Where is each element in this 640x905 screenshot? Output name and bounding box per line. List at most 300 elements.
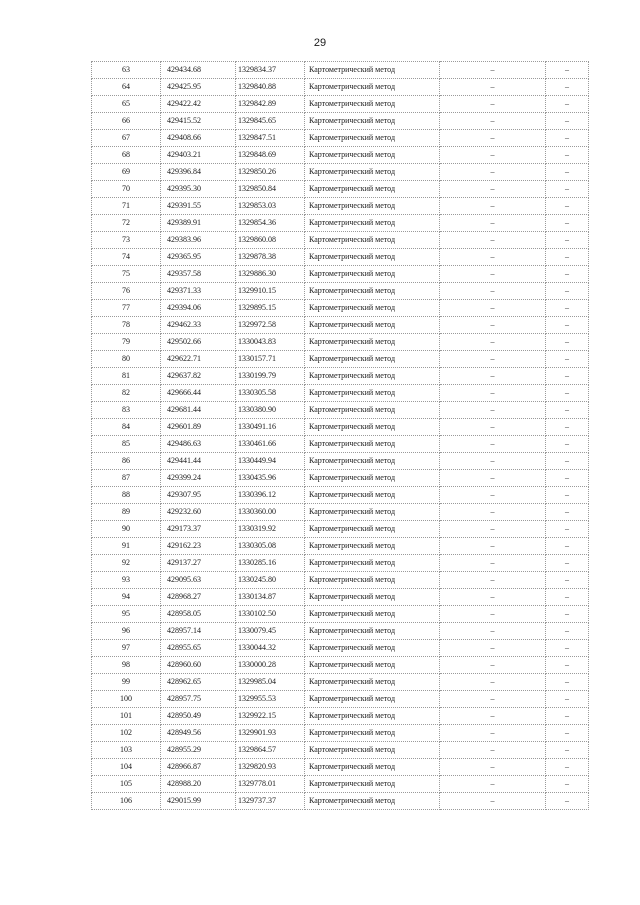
accuracy-cell: – — [440, 62, 546, 79]
point-number-cell: 83 — [92, 402, 161, 419]
method-cell: Картометрический метод — [305, 708, 440, 725]
x-coordinate-cell: 429365.95 — [161, 249, 236, 266]
point-number-cell: 64 — [92, 79, 161, 96]
table-row — [92, 674, 589, 691]
y-coordinate-cell: 1329864.57 — [236, 742, 305, 759]
table-row — [92, 419, 589, 436]
y-coordinate-cell: 1330380.90 — [236, 402, 305, 419]
accuracy-cell: – — [440, 521, 546, 538]
x-coordinate-cell: 429396.84 — [161, 164, 236, 181]
description-cell: – — [546, 419, 589, 436]
description-cell: – — [546, 759, 589, 776]
table-row — [92, 504, 589, 521]
method-cell: Картометрический метод — [305, 776, 440, 793]
method-cell: Картометрический метод — [305, 368, 440, 385]
accuracy-cell: – — [440, 385, 546, 402]
y-coordinate-cell: 1329901.93 — [236, 725, 305, 742]
method-cell: Картометрический метод — [305, 759, 440, 776]
table-row — [92, 62, 589, 79]
point-number-cell: 91 — [92, 538, 161, 555]
table-row — [92, 487, 589, 504]
description-cell: – — [546, 300, 589, 317]
table-row — [92, 96, 589, 113]
method-cell: Картометрический метод — [305, 470, 440, 487]
description-cell: – — [546, 79, 589, 96]
x-coordinate-cell: 429502.66 — [161, 334, 236, 351]
accuracy-cell: – — [440, 113, 546, 130]
point-number-cell: 86 — [92, 453, 161, 470]
accuracy-cell: – — [440, 793, 546, 810]
table-row — [92, 555, 589, 572]
table-row — [92, 606, 589, 623]
x-coordinate-cell: 428968.27 — [161, 589, 236, 606]
accuracy-cell: – — [440, 742, 546, 759]
x-coordinate-cell: 429681.44 — [161, 402, 236, 419]
method-cell: Картометрический метод — [305, 181, 440, 198]
accuracy-cell: – — [440, 266, 546, 283]
table-row — [92, 759, 589, 776]
table-row — [92, 164, 589, 181]
table-row — [92, 589, 589, 606]
point-number-cell: 80 — [92, 351, 161, 368]
y-coordinate-cell: 1330079.45 — [236, 623, 305, 640]
table-row — [92, 402, 589, 419]
point-number-cell: 73 — [92, 232, 161, 249]
method-cell: Картометрический метод — [305, 725, 440, 742]
y-coordinate-cell: 1329955.53 — [236, 691, 305, 708]
table-row — [92, 232, 589, 249]
method-cell: Картометрический метод — [305, 487, 440, 504]
table-row — [92, 334, 589, 351]
point-number-cell: 63 — [92, 62, 161, 79]
accuracy-cell: – — [440, 623, 546, 640]
description-cell: – — [546, 708, 589, 725]
accuracy-cell: – — [440, 215, 546, 232]
y-coordinate-cell: 1329778.01 — [236, 776, 305, 793]
table-row — [92, 385, 589, 402]
x-coordinate-cell: 429425.95 — [161, 79, 236, 96]
method-cell: Картометрический метод — [305, 589, 440, 606]
accuracy-cell: – — [440, 555, 546, 572]
accuracy-cell: – — [440, 640, 546, 657]
y-coordinate-cell: 1330449.94 — [236, 453, 305, 470]
method-cell: Картометрический метод — [305, 385, 440, 402]
y-coordinate-cell: 1330102.50 — [236, 606, 305, 623]
method-cell: Картометрический метод — [305, 147, 440, 164]
accuracy-cell: – — [440, 147, 546, 164]
table-row — [92, 368, 589, 385]
method-cell: Картометрический метод — [305, 640, 440, 657]
accuracy-cell: – — [440, 606, 546, 623]
description-cell: – — [546, 317, 589, 334]
accuracy-cell: – — [440, 283, 546, 300]
method-cell: Картометрический метод — [305, 657, 440, 674]
y-coordinate-cell: 1329847.51 — [236, 130, 305, 147]
description-cell: – — [546, 249, 589, 266]
y-coordinate-cell: 1330491.16 — [236, 419, 305, 436]
y-coordinate-cell: 1329850.26 — [236, 164, 305, 181]
point-number-cell: 79 — [92, 334, 161, 351]
y-coordinate-cell: 1330043.83 — [236, 334, 305, 351]
table-row — [92, 249, 589, 266]
x-coordinate-cell: 429462.33 — [161, 317, 236, 334]
point-number-cell: 81 — [92, 368, 161, 385]
description-cell: – — [546, 232, 589, 249]
y-coordinate-cell: 1329737.37 — [236, 793, 305, 810]
x-coordinate-cell: 429137.27 — [161, 555, 236, 572]
method-cell: Картометрический метод — [305, 215, 440, 232]
y-coordinate-cell: 1329860.08 — [236, 232, 305, 249]
description-cell: – — [546, 368, 589, 385]
x-coordinate-cell: 429357.58 — [161, 266, 236, 283]
table-row — [92, 351, 589, 368]
x-coordinate-cell: 429371.33 — [161, 283, 236, 300]
description-cell: – — [546, 623, 589, 640]
accuracy-cell: – — [440, 759, 546, 776]
point-number-cell: 90 — [92, 521, 161, 538]
method-cell: Картометрический метод — [305, 572, 440, 589]
table-row — [92, 147, 589, 164]
description-cell: – — [546, 470, 589, 487]
method-cell: Картометрический метод — [305, 436, 440, 453]
x-coordinate-cell: 429232.60 — [161, 504, 236, 521]
y-coordinate-cell: 1329922.15 — [236, 708, 305, 725]
description-cell: – — [546, 147, 589, 164]
y-coordinate-cell: 1330305.08 — [236, 538, 305, 555]
y-coordinate-cell: 1330360.00 — [236, 504, 305, 521]
method-cell: Картометрический метод — [305, 674, 440, 691]
point-number-cell: 95 — [92, 606, 161, 623]
point-number-cell: 68 — [92, 147, 161, 164]
x-coordinate-cell: 429601.89 — [161, 419, 236, 436]
accuracy-cell: – — [440, 130, 546, 147]
description-cell: – — [546, 334, 589, 351]
description-cell: – — [546, 266, 589, 283]
description-cell: – — [546, 691, 589, 708]
y-coordinate-cell: 1329910.15 — [236, 283, 305, 300]
y-coordinate-cell: 1329845.65 — [236, 113, 305, 130]
description-cell: – — [546, 96, 589, 113]
table-row — [92, 283, 589, 300]
x-coordinate-cell: 428962.65 — [161, 674, 236, 691]
y-coordinate-cell: 1330157.71 — [236, 351, 305, 368]
point-number-cell: 93 — [92, 572, 161, 589]
description-cell: – — [546, 538, 589, 555]
y-coordinate-cell: 1330000.28 — [236, 657, 305, 674]
x-coordinate-cell: 429637.82 — [161, 368, 236, 385]
point-number-cell: 101 — [92, 708, 161, 725]
y-coordinate-cell: 1329854.36 — [236, 215, 305, 232]
description-cell: – — [546, 351, 589, 368]
description-cell: – — [546, 113, 589, 130]
point-number-cell: 71 — [92, 198, 161, 215]
x-coordinate-cell: 429391.55 — [161, 198, 236, 215]
accuracy-cell: – — [440, 691, 546, 708]
x-coordinate-cell: 428955.29 — [161, 742, 236, 759]
accuracy-cell: – — [440, 181, 546, 198]
y-coordinate-cell: 1330461.66 — [236, 436, 305, 453]
accuracy-cell: – — [440, 232, 546, 249]
table-row — [92, 725, 589, 742]
x-coordinate-cell: 429395.30 — [161, 181, 236, 198]
point-number-cell: 106 — [92, 793, 161, 810]
accuracy-cell: – — [440, 572, 546, 589]
x-coordinate-cell: 429486.63 — [161, 436, 236, 453]
coordinates-table-body — [92, 62, 589, 810]
accuracy-cell: – — [440, 317, 546, 334]
x-coordinate-cell: 429383.96 — [161, 232, 236, 249]
table-row — [92, 640, 589, 657]
description-cell: – — [546, 130, 589, 147]
y-coordinate-cell: 1330396.12 — [236, 487, 305, 504]
point-number-cell: 89 — [92, 504, 161, 521]
point-number-cell: 84 — [92, 419, 161, 436]
y-coordinate-cell: 1329834.37 — [236, 62, 305, 79]
table-row — [92, 776, 589, 793]
table-row — [92, 198, 589, 215]
y-coordinate-cell: 1329985.04 — [236, 674, 305, 691]
x-coordinate-cell: 428988.20 — [161, 776, 236, 793]
x-coordinate-cell: 429307.95 — [161, 487, 236, 504]
x-coordinate-cell: 428958.05 — [161, 606, 236, 623]
point-number-cell: 102 — [92, 725, 161, 742]
point-number-cell: 104 — [92, 759, 161, 776]
y-coordinate-cell: 1330044.32 — [236, 640, 305, 657]
description-cell: – — [546, 589, 589, 606]
method-cell: Картометрический метод — [305, 62, 440, 79]
method-cell: Картометрический метод — [305, 232, 440, 249]
method-cell: Картометрический метод — [305, 249, 440, 266]
method-cell: Картометрический метод — [305, 96, 440, 113]
point-number-cell: 78 — [92, 317, 161, 334]
method-cell: Картометрический метод — [305, 317, 440, 334]
point-number-cell: 100 — [92, 691, 161, 708]
y-coordinate-cell: 1330435.96 — [236, 470, 305, 487]
table-row — [92, 657, 589, 674]
description-cell: – — [546, 181, 589, 198]
accuracy-cell: – — [440, 453, 546, 470]
point-number-cell: 99 — [92, 674, 161, 691]
x-coordinate-cell: 429415.52 — [161, 113, 236, 130]
x-coordinate-cell: 429394.06 — [161, 300, 236, 317]
method-cell: Картометрический метод — [305, 742, 440, 759]
table-row — [92, 572, 589, 589]
description-cell: – — [546, 606, 589, 623]
y-coordinate-cell: 1330199.79 — [236, 368, 305, 385]
table-row — [92, 300, 589, 317]
table-row — [92, 215, 589, 232]
x-coordinate-cell: 429403.21 — [161, 147, 236, 164]
point-number-cell: 85 — [92, 436, 161, 453]
method-cell: Картометрический метод — [305, 402, 440, 419]
y-coordinate-cell: 1330245.80 — [236, 572, 305, 589]
point-number-cell: 97 — [92, 640, 161, 657]
description-cell: – — [546, 402, 589, 419]
x-coordinate-cell: 429162.23 — [161, 538, 236, 555]
x-coordinate-cell: 429015.99 — [161, 793, 236, 810]
x-coordinate-cell: 429622.71 — [161, 351, 236, 368]
accuracy-cell: – — [440, 725, 546, 742]
point-number-cell: 88 — [92, 487, 161, 504]
x-coordinate-cell: 429095.63 — [161, 572, 236, 589]
description-cell: – — [546, 62, 589, 79]
x-coordinate-cell: 429434.68 — [161, 62, 236, 79]
page-number: 29 — [313, 37, 327, 49]
y-coordinate-cell: 1330305.58 — [236, 385, 305, 402]
method-cell: Картометрический метод — [305, 606, 440, 623]
accuracy-cell: – — [440, 538, 546, 555]
method-cell: Картометрический метод — [305, 793, 440, 810]
y-coordinate-cell: 1329820.93 — [236, 759, 305, 776]
description-cell: – — [546, 198, 589, 215]
point-number-cell: 82 — [92, 385, 161, 402]
table-row — [92, 79, 589, 96]
description-cell: – — [546, 674, 589, 691]
description-cell: – — [546, 555, 589, 572]
description-cell: – — [546, 776, 589, 793]
method-cell: Картометрический метод — [305, 79, 440, 96]
method-cell: Картометрический метод — [305, 130, 440, 147]
table-row — [92, 521, 589, 538]
description-cell: – — [546, 453, 589, 470]
x-coordinate-cell: 428957.75 — [161, 691, 236, 708]
x-coordinate-cell: 428960.60 — [161, 657, 236, 674]
y-coordinate-cell: 1330134.87 — [236, 589, 305, 606]
method-cell: Картометрический метод — [305, 198, 440, 215]
y-coordinate-cell: 1329840.88 — [236, 79, 305, 96]
description-cell: – — [546, 283, 589, 300]
y-coordinate-cell: 1329853.03 — [236, 198, 305, 215]
method-cell: Картометрический метод — [305, 504, 440, 521]
description-cell: – — [546, 572, 589, 589]
description-cell: – — [546, 742, 589, 759]
accuracy-cell: – — [440, 674, 546, 691]
method-cell: Картометрический метод — [305, 555, 440, 572]
y-coordinate-cell: 1329886.30 — [236, 266, 305, 283]
accuracy-cell: – — [440, 368, 546, 385]
table-row — [92, 623, 589, 640]
table-row — [92, 708, 589, 725]
y-coordinate-cell: 1330285.16 — [236, 555, 305, 572]
point-number-cell: 105 — [92, 776, 161, 793]
description-cell: – — [546, 725, 589, 742]
accuracy-cell: – — [440, 164, 546, 181]
table-row — [92, 113, 589, 130]
point-number-cell: 76 — [92, 283, 161, 300]
y-coordinate-cell: 1329878.38 — [236, 249, 305, 266]
table-row — [92, 538, 589, 555]
point-number-cell: 65 — [92, 96, 161, 113]
accuracy-cell: – — [440, 351, 546, 368]
x-coordinate-cell: 428950.49 — [161, 708, 236, 725]
method-cell: Картометрический метод — [305, 300, 440, 317]
accuracy-cell: – — [440, 708, 546, 725]
point-number-cell: 69 — [92, 164, 161, 181]
description-cell: – — [546, 487, 589, 504]
method-cell: Картометрический метод — [305, 521, 440, 538]
method-cell: Картометрический метод — [305, 419, 440, 436]
x-coordinate-cell: 428957.14 — [161, 623, 236, 640]
table-row — [92, 470, 589, 487]
method-cell: Картометрический метод — [305, 691, 440, 708]
x-coordinate-cell: 429408.66 — [161, 130, 236, 147]
method-cell: Картометрический метод — [305, 351, 440, 368]
description-cell: – — [546, 521, 589, 538]
y-coordinate-cell: 1329895.15 — [236, 300, 305, 317]
table-row — [92, 691, 589, 708]
point-number-cell: 67 — [92, 130, 161, 147]
accuracy-cell: – — [440, 589, 546, 606]
coordinates-table — [91, 61, 589, 810]
point-number-cell: 77 — [92, 300, 161, 317]
accuracy-cell: – — [440, 300, 546, 317]
point-number-cell: 66 — [92, 113, 161, 130]
table-row — [92, 436, 589, 453]
x-coordinate-cell: 429399.24 — [161, 470, 236, 487]
y-coordinate-cell: 1330319.92 — [236, 521, 305, 538]
point-number-cell: 96 — [92, 623, 161, 640]
method-cell: Картометрический метод — [305, 283, 440, 300]
method-cell: Картометрический метод — [305, 113, 440, 130]
y-coordinate-cell: 1329972.58 — [236, 317, 305, 334]
table-row — [92, 130, 589, 147]
table-row — [92, 453, 589, 470]
y-coordinate-cell: 1329842.89 — [236, 96, 305, 113]
point-number-cell: 92 — [92, 555, 161, 572]
accuracy-cell: – — [440, 249, 546, 266]
x-coordinate-cell: 429389.91 — [161, 215, 236, 232]
accuracy-cell: – — [440, 402, 546, 419]
accuracy-cell: – — [440, 657, 546, 674]
point-number-cell: 94 — [92, 589, 161, 606]
accuracy-cell: – — [440, 198, 546, 215]
x-coordinate-cell: 428966.87 — [161, 759, 236, 776]
description-cell: – — [546, 164, 589, 181]
x-coordinate-cell: 428949.56 — [161, 725, 236, 742]
table-row — [92, 266, 589, 283]
accuracy-cell: – — [440, 487, 546, 504]
x-coordinate-cell: 428955.65 — [161, 640, 236, 657]
accuracy-cell: – — [440, 504, 546, 521]
accuracy-cell: – — [440, 334, 546, 351]
description-cell: – — [546, 436, 589, 453]
accuracy-cell: – — [440, 79, 546, 96]
point-number-cell: 72 — [92, 215, 161, 232]
y-coordinate-cell: 1329850.84 — [236, 181, 305, 198]
point-number-cell: 75 — [92, 266, 161, 283]
table-row — [92, 742, 589, 759]
x-coordinate-cell: 429666.44 — [161, 385, 236, 402]
method-cell: Картометрический метод — [305, 623, 440, 640]
description-cell: – — [546, 793, 589, 810]
accuracy-cell: – — [440, 96, 546, 113]
description-cell: – — [546, 640, 589, 657]
description-cell: – — [546, 385, 589, 402]
accuracy-cell: – — [440, 776, 546, 793]
table-row — [92, 317, 589, 334]
description-cell: – — [546, 657, 589, 674]
accuracy-cell: – — [440, 436, 546, 453]
accuracy-cell: – — [440, 419, 546, 436]
table-row — [92, 181, 589, 198]
method-cell: Картометрический метод — [305, 538, 440, 555]
method-cell: Картометрический метод — [305, 266, 440, 283]
point-number-cell: 103 — [92, 742, 161, 759]
x-coordinate-cell: 429422.42 — [161, 96, 236, 113]
method-cell: Картометрический метод — [305, 453, 440, 470]
point-number-cell: 70 — [92, 181, 161, 198]
accuracy-cell: – — [440, 470, 546, 487]
